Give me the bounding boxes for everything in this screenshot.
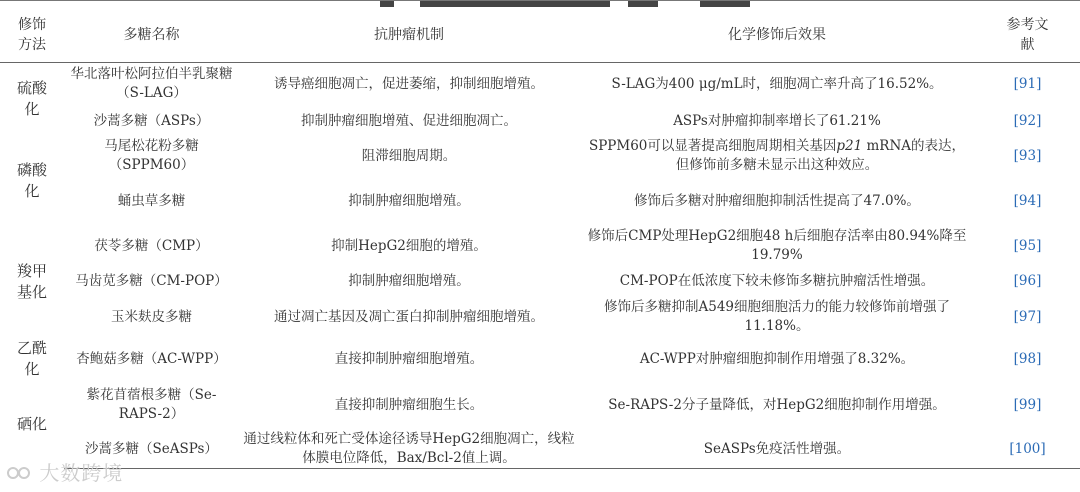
name-cell: 沙蒿多糖（SeASPs） bbox=[64, 430, 239, 469]
mechanism-cell: 通过凋亡基因及凋亡蛋白抑制肿瘤细胞增殖。 bbox=[274, 308, 544, 325]
effect-cell: 修饰后多糖抑制A549细胞细胞活力的能力较修饰前增强了11.18%。 bbox=[603, 299, 951, 334]
name-cell: 杏鲍菇多糖（AC-WPP） bbox=[76, 350, 227, 367]
ref-link[interactable]: [96] bbox=[1013, 272, 1042, 289]
effect-text-pre: SPPM60可以显著提高细胞周期相关基因 bbox=[588, 138, 837, 154]
name-cell: 马齿苋多糖（CM-POP） bbox=[75, 272, 228, 289]
mechanism-cell: 直接抑制肿瘤细胞生长。 bbox=[334, 396, 484, 413]
name-cell: 华北落叶松阿拉伯半乳聚糖（S-LAG） bbox=[70, 66, 233, 102]
name-cell: 蛹虫草多糖 bbox=[117, 192, 186, 209]
mechanism-cell: 抑制肿瘤细胞增殖、促进细胞凋亡。 bbox=[301, 112, 517, 129]
table-row bbox=[0, 226, 1080, 266]
effect-text-post: mRNA的表达，但修饰前多糖未显示出这种效应。 bbox=[675, 138, 966, 173]
mechanism-cell: 抑制肿瘤细胞增殖。 bbox=[348, 272, 470, 289]
ref-link[interactable]: [94] bbox=[1013, 192, 1042, 209]
mechanism-cell: 阻滞细胞周期。 bbox=[361, 147, 457, 164]
ref-link[interactable]: [99] bbox=[1013, 396, 1042, 413]
effect-cell: 修饰后多糖对肿瘤细胞抑制活性提高了47.0%。 bbox=[634, 192, 920, 209]
header-effect: 化学修饰后效果 bbox=[579, 8, 975, 62]
name-cell: 紫花苜蓿根多糖（Se-RAPS-2） bbox=[86, 387, 217, 422]
name-cell: 茯苓多糖（CMP） bbox=[94, 237, 209, 254]
effect-cell: Se-RAPS-2分子量降低，对HepG2细胞抑制作用增强。 bbox=[608, 396, 946, 413]
method-cell: 乙酰 化 bbox=[16, 339, 47, 378]
mechanism-cell: 抑制肿瘤细胞增殖。 bbox=[348, 192, 470, 209]
table-row bbox=[0, 106, 1080, 136]
mechanism-cell: 通过线粒体和死亡受体途径诱导HepG2细胞凋亡，线粒体膜电位降低，Bax/Bcl-2值上调。 bbox=[239, 430, 579, 469]
name-cell: 沙蒿多糖（ASPs） bbox=[93, 112, 210, 129]
gene-name: p21 bbox=[836, 138, 863, 154]
ref-link[interactable]: [91] bbox=[1013, 75, 1042, 92]
effect-cell: S-LAG为400 μg/mL时，细胞凋亡率升高了16.52%。 bbox=[611, 75, 943, 92]
mechanism-cell: 抑制HepG2细胞的增殖。 bbox=[331, 237, 487, 254]
table-row bbox=[0, 266, 1080, 296]
header-method: 修饰 方法 bbox=[0, 8, 64, 62]
header-ref: 参考文 献 bbox=[975, 8, 1080, 62]
watermark-text: 大数跨境 bbox=[39, 461, 124, 485]
name-cell: 马尾松花粉多糖（SPPM60） bbox=[104, 138, 199, 173]
method-cell: 硒化 bbox=[16, 414, 47, 433]
ref-link[interactable]: [95] bbox=[1013, 237, 1042, 254]
ref-link[interactable]: [100] bbox=[975, 430, 1080, 469]
header-mechanism: 抗肿瘤机制 bbox=[239, 8, 579, 62]
method-cell: 羧甲 基化 bbox=[16, 262, 47, 301]
effect-cell: 修饰后CMP处理HepG2细胞48 h后细胞存活率由80.94%降至19.79% bbox=[587, 228, 967, 263]
table-row bbox=[0, 338, 1080, 380]
effect-cell: CM-POP在低浓度下较未修饰多糖抗肿瘤活性增强。 bbox=[619, 272, 935, 289]
effect-cell: ASPs对肿瘤抑制率增长了61.21% bbox=[673, 112, 881, 129]
header-name: 多糖名称 bbox=[64, 8, 239, 62]
table-row bbox=[0, 62, 1080, 106]
table-row bbox=[0, 380, 1080, 430]
effect-cell: AC-WPP对肿瘤细胞抑制作用增强了8.32%。 bbox=[639, 350, 915, 367]
table-row bbox=[0, 176, 1080, 226]
watermark-logo-icon bbox=[6, 463, 32, 483]
method-cell: 硫酸 化 bbox=[16, 79, 47, 119]
ref-link[interactable]: [97] bbox=[1013, 308, 1042, 325]
table-row bbox=[0, 296, 1080, 338]
table-row bbox=[0, 430, 1080, 469]
method-cell: 磷酸 化 bbox=[16, 161, 47, 200]
ref-link[interactable]: [93] bbox=[1013, 147, 1042, 164]
table-row bbox=[0, 136, 1080, 176]
watermark bbox=[6, 457, 123, 486]
effect-cell bbox=[579, 136, 975, 176]
polysaccharide-modification-table bbox=[0, 8, 1080, 469]
name-cell: 玉米麸皮多糖 bbox=[111, 308, 192, 325]
effect-cell: SeASPs免疫活性增强。 bbox=[579, 430, 975, 469]
ref-link[interactable]: [92] bbox=[1013, 112, 1042, 129]
ref-link[interactable]: [98] bbox=[1013, 350, 1042, 367]
mechanism-cell: 诱导癌细胞凋亡，促进萎缩，抑制细胞增殖。 bbox=[274, 75, 544, 92]
table-header-row bbox=[0, 8, 1080, 62]
mechanism-cell: 直接抑制肿瘤细胞增殖。 bbox=[334, 350, 484, 367]
